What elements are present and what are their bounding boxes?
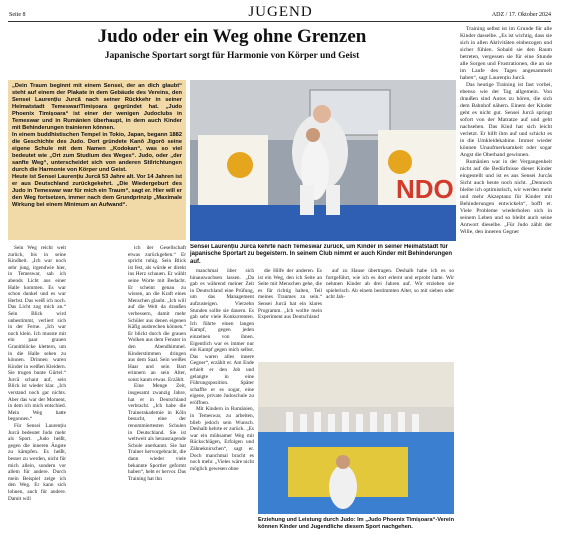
paragraph: Rumänien war in der Vergangenheit nicht auf die Bedürfnisse dieser Kinder eingestellt und ist es aus Sensei Jurcăs Sicht auch heute noch nicht. „Dennoch bleibe ich optimistisch, wir werden mehr und mehr Akzeptanz für Kinder mit Behinderungen entwickeln“, hofft er. Viele Probleme wiederholen sich in seinem Leben und so bleibt auch seine Antwort dieselbe. „Für Judo zählt der Wille, den inneren Gegner (460, 159, 552, 235)
text-column-2 (128, 245, 186, 533)
text-column-5 (326, 268, 454, 360)
banner-text: NDO (396, 174, 454, 204)
paragraph: Für Sensei Laurențiu Jurcă bedeutet Judo mehr als Sport. „Judo heißt, gegen die inneren Ängste zu kämpfen. Es heißt, besser zu werden, nicht für mich allein, sondern vor allem für andere. Durch mein Beispiel zeige ich den Weg. Er kann sich lohnen, auch für andere. Damit will (8, 423, 66, 502)
text-column-2-left (69, 245, 127, 533)
judo-photo-sensei (190, 80, 456, 241)
section-title: JUGEND (248, 4, 313, 20)
judo-photo-group (258, 362, 454, 514)
issue-date: ADZ / 17. Oktober 2024 (491, 12, 551, 18)
paragraph: Das heutige Training ist fast vorbei, ebenso wie der Tag allgemein. Von draußen sind Autos zu hören, die sich dem Bahnhof nähern. Einem der Kinder geht es nicht gut. Sensei Jurcă springt sofort von der Matratze auf und geht nachsehen. Das Kind hat sich leicht verletzt. Er hilft ihm auf und schickt es in die Umkleidekabine. Immer wieder können Unaufmerksamkeit oder sogar Angst die Oberhand gewinnen. (460, 82, 552, 158)
intro-paragraph: Heute ist Sensei Laurențiu Jurcă 53 Jahre alt. Vor 14 Jahren ist er aus Deutschland zurückgekehrt. „Die Wiedergeburt des Judo in Temeswar war für mich ein Traum“, sagt er. Hier will er den Weg fortsetzen, immer nach dem Grundprinzip „Maximale Wirkung bei einem Minimum an Aufwand“. (12, 174, 182, 208)
text-column-3 (190, 268, 254, 534)
paragraph: Sein Weg reicht weit zurück, bis in seine Kindheit. „Ich war noch sehr jung, irgendwie hier, in Temeswar, sah ich abends Licht aus einer Halle kommen. Es war schon dunkel und es war Herbst. Das weiß ich noch. Das Licht zog mich an.“ Sein Blick wird unbestimmt, verliert sich in der Ferne. „Ich war noch klein. Ich musste mit ein paar grauen Granitblöcke klettern, um in die Halle sehen zu können. Drinnen waren Kinder in weißen Kleidern. Sie trugen bunte Gürtel.“ Jurcă schaut auf, sein Blick ist wieder klar. „Ich verstand noch gar nichts. Aber das war der Moment, in dem ich mich entschied. Mein Weg hatte begonnen.“ (8, 245, 66, 423)
paragraph: manchmal über sich hinauswachsen lassen. „Da gab es während meiner Zeit in Deutschland eine Prüfung, um das Management aufzusteigen. Vierzehn Stunden sollte sie dauern. Es gab sehr viele Konkurrenten. Ich führte einen langen Kampf, gegen jeden einzelnen von ihnen. Eigentlich war es immer nur ein Kampf gegen mich selbst. Das waren alles innere Gegner“, erzählt er. Am Ende erhielt er den Job und gelangte in eine Führungsposition. Später schaffte er es sogar, eine eigene, private Judoschule zu eröffnen. (190, 268, 254, 406)
intro-paragraph: In einem buddhistischen Tempel in Tokio, Japan, begann 1882 die Geschichte des Judo. Dort gründete Kanō Jigorō seine eigene Schule mit dem Namen „Kodokan“, was so viel bedeutet wie „Ort zum Studium des Weges“. Judo, oder „der sanfte Weg“, unterscheidet sich von anderen Stilrichtungen durch die Harmonie von Körper und Geist. (12, 132, 182, 173)
paragraph: Mit Kindern in Rumänien, in Temeswar, zu arbeiten, blieb jedoch sein Wunsch. Deshalb kehrte er zurück. „Es war ein mühsamer Weg mit Rückschlägen, Erfolgen und Zähneknirschen“, sagt er. Doch manchmal bracht es noch mehr. „Vieles wäre nicht möglich gewesen ohne (190, 406, 254, 472)
header-rule (8, 21, 551, 22)
page-number: Seite 8 (9, 12, 26, 18)
text-column-6 (460, 26, 552, 534)
photo2-caption: Erziehung und Leistung durch Judo: Im „Judo Phoenix Timișoara“-Verein können Kinder und Jugendliche diesem Sport nachgehen. (258, 517, 454, 530)
intro-box (8, 80, 186, 240)
paragraph: auf zu Hause übertragen. Deshalb habe ich es so fortgeführt, wie ich es dort erlernt und erprobt hatte. Wir nehmen Kinder ab drei Jahren auf. Wir erziehen sie spielerisch. Ab einem bestimmten Alter, so mit sieben oder acht Jah- (326, 268, 454, 301)
paragraph: Eine Menge Zeit, insgesamt zwanzig Jahre, hat er in Deutschland verbracht. „Ich habe die Trainerakademie in Köln besucht, eine der renommiertesten Schulen in Deutschland. Sie ist weltweit als herausragende Schule anerkannt. Sie hat Trainer hervorgebracht, die dann wieder viele bekannte Sportler geformt haben“, hebt er hervor. Das Training hat ihn (128, 383, 186, 482)
intro-paragraph: „Dein Traum beginnt mit einem Sensei, der an dich glaubt“ steht auf einem der Plakate in dem Gebäude des Vereins, den Sensei Laurențiu Jurcă nach seiner Rückkehr in seiner Heimatstadt Temeswar/Timișoara gegründet hat. „Judo Phoenix Timișoara“ ist einer der wenigen Judoclubs in Temeswar und in Rumänien überhaupt, in dem auch Kinder mit Behinderungen trainieren können. (12, 83, 182, 131)
text-column-1 (8, 245, 66, 533)
paragraph: die Hilfe der anderen. Es ist ein Weg, den ich Seite an Seite mit Menschen gehe, die es für richtig halten, Teil meines Traumes zu sein.“ Sensei Jurcă hat ein klares Programm. „Ich wollte mein Experiment aus Deutschland (258, 268, 322, 321)
paragraph: ich der Gesellschaft etwas zurückgeben.“ Er spricht ruhig. Sein Blick ist fest, als würde er direkt ins Herz schauen. Er wählt seine Worte mit Bedacht. Er scheint genau zu wissen, an die Kraft eines Menschen glaubt. „Ich will auf die Welt da draußen verbessern, damit mehr Schüler aus denen eigenen Käfig ausbrechen können.“ Er blickt durch die grauen Wolken aus dem Fenster in den Abendhimmel. Kinderstimmen dringen aus dem Saal. Sein weißes Haar und sein Bart erinnern an sein Alter, sonst kaum etwas. Erzählt. (128, 245, 186, 383)
text-column-4 (258, 268, 322, 360)
photo1-caption: Sensei Laurențiu Jurcă kehrte nach Temeswar zurück, um Kinder in seiner Heimatstadt für japanische Sportart zu begeistern. In seinem Club nimmt er auch Kinder mit Behinderungen auf. (190, 244, 453, 265)
paragraph: Training selbst ist im Grunde für alle Kinder dasselbe. „Es ist wichtig, dass sie sich in allen Aktivitäten einbezogen und sicher fühlen. Sobald sie den Raum betreten, vergessen sie für eine Stunde alle Sorgen und Frustrationen, die an sie im Laufe des Tages angesammelt haben“, sagt Laurențiu Jurcă. (460, 26, 552, 81)
article-subtitle: Japanische Sportart sorgt für Harmonie von Körper und Geist (104, 51, 360, 61)
article-title: Judo oder ein Weg ohne Grenzen (97, 26, 367, 47)
